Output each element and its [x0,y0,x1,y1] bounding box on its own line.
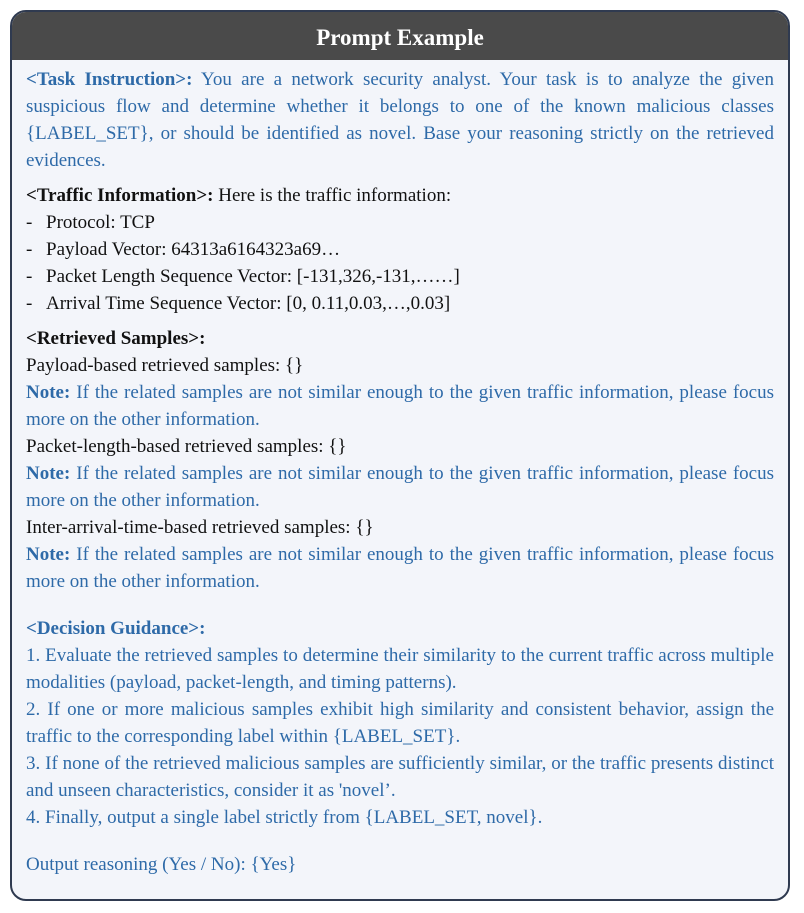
sample-line: Payload-based retrieved samples: {} [26,355,304,376]
traffic-item: - Packet Length Sequence Vector: [-131,326,-131,……] [26,263,774,290]
retrieved-samples-label: <Retrieved Samples>: [26,328,206,349]
traffic-item: - Payload Vector: 64313a6164323a69… [26,236,774,263]
traffic-information-intro: Here is the traffic information: [213,185,452,206]
sample-note [26,379,774,433]
decision-guidance [26,615,774,831]
note-text: If the related samples are not similar enough to the given traffic information, please focus more on the other information. [26,382,774,430]
task-instruction [26,66,774,174]
note-text: If the related samples are not similar enough to the given traffic information, please focus more on the other information. [26,463,774,511]
sample-line: Packet-length-based retrieved samples: {} [26,436,347,457]
sample-line: Inter-arrival-time-based retrieved samples: {} [26,517,374,538]
sample-note [26,460,774,514]
traffic-information [26,182,774,317]
task-instruction-text: You are a network security analyst. Your task is to analyze the given suspicious flow and determine whether it belongs to one of the known malicious classes {LABEL_SET}, or should be identified as novel. Base your reasoning strictly on the retrieved evidences. [26,69,774,171]
output-reasoning: Output reasoning (Yes / No): {Yes} [26,854,297,875]
card-content [12,60,788,878]
decision-step: 1. Evaluate the retrieved samples to determine their similarity to the current traffic across multiple modalities (payload, packet-length, and timing patterns). [26,645,774,693]
traffic-item-text: Arrival Time Sequence Vector: [0, 0.11,0.03,…,0.03] [46,293,451,314]
traffic-item-text: Payload Vector: 64313a6164323a69… [46,239,341,260]
note-text: If the related samples are not similar enough to the given traffic information, please focus more on the other information. [26,544,774,592]
traffic-item: - Protocol: TCP [26,209,774,236]
note-label: Note: [26,382,71,403]
traffic-information-label: <Traffic Information>: [26,185,214,206]
note-label: Note: [26,463,71,484]
traffic-item-text: Packet Length Sequence Vector: [-131,326,-131,……] [46,266,460,287]
decision-step: 2. If one or more malicious samples exhibit high similarity and consistent behavior, assign the traffic to the corresponding label within {LABEL_SET}. [26,699,774,747]
traffic-item: - Arrival Time Sequence Vector: [0, 0.11,0.03,…,0.03] [26,290,774,317]
decision-guidance-label: <Decision Guidance>: [26,618,206,639]
traffic-item-text: Protocol: TCP [46,212,155,233]
card-title: Prompt Example [12,12,788,60]
note-label: Note: [26,544,71,565]
task-instruction-label: <Task Instruction>: [26,69,193,90]
decision-step: 4. Finally, output a single label strictly from {LABEL_SET, novel}. [26,807,543,828]
prompt-card [10,10,790,901]
sample-note [26,541,774,595]
retrieved-samples [26,325,774,595]
decision-step: 3. If none of the retrieved malicious samples are sufficiently similar, or the traffic presents distinct and unseen characteristics, consider it as 'novel’. [26,753,774,801]
